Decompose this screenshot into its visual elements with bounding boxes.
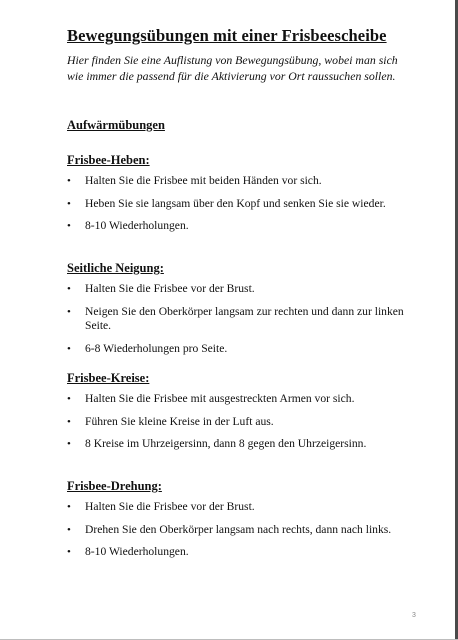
bullet-icon: • [67, 501, 71, 513]
bullet-icon: • [67, 305, 71, 318]
exercise-list [67, 392, 407, 452]
section-heading-warmup: Aufwärmübungen [67, 118, 165, 132]
list-item-text: 8-10 Wiederholungen. [85, 219, 189, 232]
list-item-text: Halten Sie die Frisbee vor der Brust. [85, 282, 255, 295]
list-item [67, 500, 407, 515]
bullet-icon: • [67, 220, 71, 232]
bullet-icon: • [67, 342, 71, 355]
page-number: 3 [412, 612, 416, 619]
exercise-heading: Frisbee-Kreise: [67, 371, 150, 385]
exercise-heading: Seitliche Neigung: [67, 261, 164, 275]
list-item [67, 282, 407, 297]
exercise-list [67, 500, 407, 560]
list-item-text: Halten Sie die Frisbee mit beiden Händen vor sich. [85, 174, 322, 187]
list-item-text: Neigen Sie den Oberkörper langsam zur rechten und dann zur linken Seite. [85, 304, 404, 332]
list-item-text: 8 Kreise im Uhrzeigersinn, dann 8 gegen den Uhrzeigersinn. [85, 437, 367, 450]
intro-paragraph: Hier finden Sie eine Auflistung von Bewegungsübung, wobei man sich wie immer die passend für die Aktivierung vor Ort raussuchen sollen. [67, 53, 398, 83]
bullet-icon: • [67, 438, 71, 450]
document-title: Bewegungsübungen mit einer Frisbeescheibe [67, 26, 387, 45]
list-item-text: Halten Sie die Frisbee vor der Brust. [85, 500, 255, 513]
exercise-heading: Frisbee-Drehung: [67, 479, 162, 493]
bullet-icon: • [67, 523, 71, 536]
bullet-icon: • [67, 415, 71, 428]
list-item [67, 415, 407, 430]
list-item-text: 8-10 Wiederholungen. [85, 545, 189, 558]
bullet-icon: • [67, 393, 71, 405]
exercise-list [67, 282, 407, 356]
list-item-text: 6-8 Wiederholungen pro Seite. [85, 341, 228, 355]
list-item [67, 392, 407, 407]
list-item-text: Führen Sie kleine Kreise in der Luft aus. [85, 414, 274, 428]
list-item [67, 305, 407, 334]
exercise-block-frisbee-drehung [67, 478, 407, 568]
bullet-icon: • [67, 283, 71, 295]
exercise-block-frisbee-kreise [67, 370, 407, 460]
list-item-text: Halten Sie die Frisbee mit ausgestreckten Armen vor sich. [85, 392, 355, 405]
exercise-heading: Frisbee-Heben: [67, 153, 150, 167]
list-item [67, 545, 407, 560]
list-item [67, 174, 407, 189]
list-item [67, 219, 407, 234]
bullet-icon: • [67, 175, 71, 187]
list-item [67, 523, 407, 538]
list-item-text: Heben Sie sie langsam über den Kopf und senken Sie sie wieder. [85, 196, 386, 210]
exercise-block-frisbee-heben [67, 152, 407, 242]
bullet-icon: • [67, 197, 71, 210]
exercise-block-seitliche-neigung [67, 260, 407, 364]
list-item-text: Drehen Sie den Oberkörper langsam nach rechts, dann nach links. [85, 522, 392, 536]
exercise-list [67, 174, 407, 234]
bullet-icon: • [67, 546, 71, 558]
list-item [67, 437, 407, 452]
list-item [67, 342, 407, 357]
list-item [67, 197, 407, 212]
